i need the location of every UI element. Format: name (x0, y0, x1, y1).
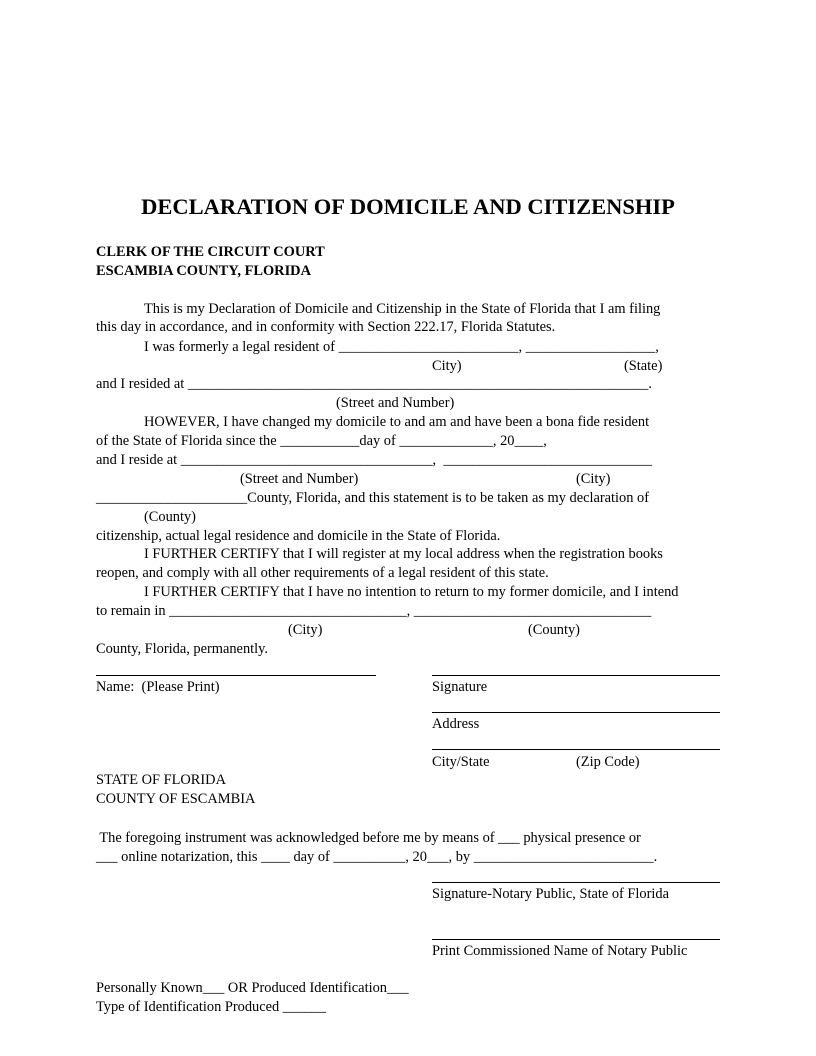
acknowledgment-line-1: The foregoing instrument was acknowledged before me by means of ___ physical presence or (96, 830, 641, 846)
document-title: DECLARATION OF DOMICILE AND CITIZENSHIP (141, 194, 675, 219)
personally-known-line: Personally Known___ OR Produced Identification___ (96, 980, 409, 996)
signature-line[interactable] (432, 675, 720, 676)
notary-print-name-line[interactable] (432, 939, 720, 940)
certify-2-line-1: I FURTHER CERTIFY that I have no intention to return to my former domicile, and I intend (144, 584, 679, 600)
remain-city-label: (City) (288, 622, 323, 638)
notary-signature-label: Signature-Notary Public, State of Florida (432, 886, 670, 902)
certify-2-line-2: to remain in _________________________________, _________________________________ (96, 603, 652, 619)
reside-street-label: (Street and Number) (240, 471, 359, 487)
paragraph-1-line-2: this day in accordance, and in conformity with Section 222.17, Florida Statutes. (96, 319, 556, 335)
notary-signature-line[interactable] (432, 882, 720, 883)
reside-city-label: (City) (576, 471, 611, 487)
former-resident-line: I was formerly a legal resident of _________________________, __________________, (144, 339, 659, 355)
name-print-line[interactable] (96, 675, 376, 676)
former-city-label: City) (432, 358, 462, 374)
resided-line: and I resided at ________________________________________________________________. (96, 376, 652, 392)
certify-1-line-2: reopen, and comply with all other requirements of a legal resident of this state. (96, 565, 549, 581)
acknowledgment-line-2: ___ online notarization, this ____ day of __________, 20___, by _________________________. (96, 849, 658, 865)
address-line[interactable] (432, 712, 720, 713)
clerk-line-1: CLERK OF THE CIRCUIT COURT (96, 244, 325, 260)
remain-county-label: (County) (528, 622, 580, 638)
reside-line: and I reside at ___________________________________, _____________________________ (96, 452, 652, 468)
county-label: (County) (144, 509, 196, 525)
address-label: Address (432, 716, 480, 732)
certify-1-line-1: I FURTHER CERTIFY that I will register at my local address when the registration books (144, 546, 663, 562)
paragraph-1-line-1: This is my Declaration of Domicile and Citizenship in the State of Florida that I am filing (144, 301, 661, 317)
signature-label: Signature (432, 679, 488, 695)
citizenship-line: citizenship, actual legal residence and domicile in the State of Florida. (96, 528, 501, 544)
county-declaration-line: _____________________County, Florida, and this statement is to be taken as my declaration of (96, 490, 650, 506)
identification-type-line: Type of Identification Produced ______ (96, 999, 326, 1015)
however-line-2: of the State of Florida since the ___________day of _____________, 20____, (96, 433, 547, 449)
however-line-1: HOWEVER, I have changed my domicile to and am and have been a bona fide resident (144, 414, 650, 430)
former-state-label: (State) (624, 358, 663, 374)
name-print-label: Name: (Please Print) (96, 679, 220, 695)
notary-print-name-label: Print Commissioned Name of Notary Public (432, 943, 688, 959)
notary-state: STATE OF FLORIDA (96, 772, 226, 788)
clerk-line-2: ESCAMBIA COUNTY, FLORIDA (96, 263, 311, 279)
permanently-line: County, Florida, permanently. (96, 641, 268, 657)
notary-county: COUNTY OF ESCAMBIA (96, 791, 256, 807)
resided-street-label: (Street and Number) (336, 395, 455, 411)
city-state-zip-line[interactable] (432, 749, 720, 750)
city-state-label: City/State (432, 754, 490, 770)
zip-code-label: (Zip Code) (576, 754, 640, 770)
